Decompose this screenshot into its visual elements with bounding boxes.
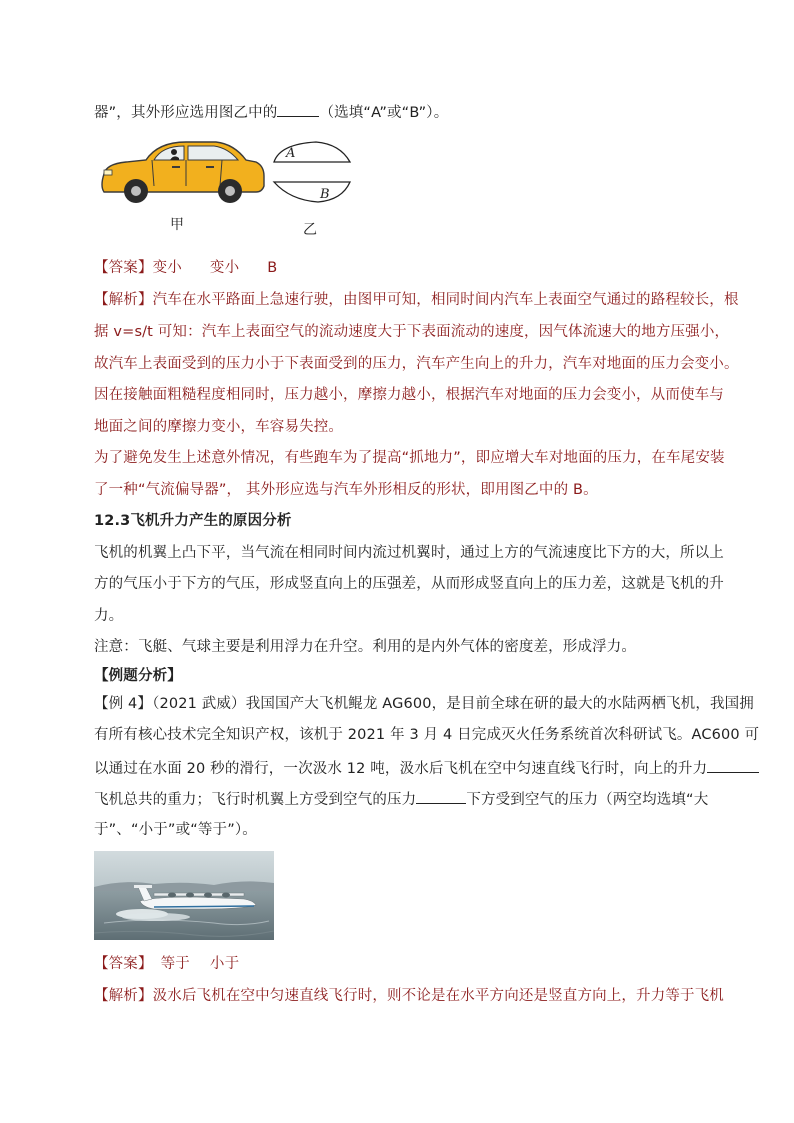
airfoil-a	[274, 142, 350, 162]
note-line: 注意：飞艇、气球主要是利用浮力在升空。利用的是内外气体的密度差，形成浮力。	[94, 639, 637, 655]
answer-line-1	[94, 258, 704, 278]
explanation-line: 故汽车上表面受到的压力小于下表面受到的压力，汽车产生向上的升力，汽车对地面的压力会变小。	[94, 356, 739, 372]
answer-value: B	[267, 260, 278, 276]
question-line: 有所有核心技术完全知识产权，该机于 2021 年 3 月 4 日完成灭火任务系统首次科研试飞。AC600 可	[94, 727, 760, 743]
car-illustration	[102, 142, 264, 203]
question-tail-line	[94, 101, 704, 123]
question-line: 【例 4】（2021 武威）我国国产大飞机鲲龙 AG600，是目前全球在研的最大的水陆两栖飞机，我国拥	[94, 696, 754, 712]
explanation-text: 汽车在水平路面上急速行驶，由图甲可知，相同时间内汽车上表面空气通过的路程较长，根	[152, 292, 739, 308]
caption-yi: 乙	[303, 222, 317, 238]
section-heading: 12.3飞机升力产生的原因分析	[94, 513, 292, 529]
question-line	[94, 757, 708, 779]
question-line	[94, 788, 709, 810]
answer-label: 【答案】	[94, 956, 153, 972]
answer-label: 【答案】	[94, 260, 153, 276]
question-line: 于”、“小于”或“等于”）。	[94, 822, 257, 838]
caption-jia: 甲	[170, 217, 184, 233]
paragraph-line: 力。	[94, 608, 124, 624]
paragraph-line: 飞机的机翼上凸下平，当气流在相同时间内流过机翼时，通过上方的气流速度比下方的大，所以上	[94, 545, 724, 561]
question-text: 飞机总共的重力；飞行时机翼上方受到空气的压力	[94, 792, 417, 808]
answer-value: 小于	[209, 956, 240, 972]
answer-value: 等于	[160, 956, 190, 972]
explanation-line: 了一种“气流偏导器”， 其外形应选与汽车外形相反的形状，即用图乙中的 B。	[94, 482, 598, 498]
answer-blank	[707, 757, 759, 773]
answer-value: 变小	[209, 260, 240, 276]
question-text: 器”，其外形应选用图乙中的	[94, 105, 278, 121]
explanation-line: 地面之间的摩擦力变小，车容易失控。	[94, 419, 344, 435]
explanation-line: 据 v=s/t 可知：汽车上表面空气的流动速度大于下表面流动的速度，因气体流速大的地方压强小，	[94, 324, 730, 340]
answer-blank	[277, 101, 319, 117]
explanation-label: 【解析】	[94, 292, 153, 308]
answer-value: 变小	[152, 260, 182, 276]
seaplane-photo	[94, 851, 274, 940]
answer-line-2	[94, 954, 704, 974]
question-text: （选填“A”或“B”）。	[319, 105, 449, 121]
airfoil-a-label: A	[286, 146, 296, 161]
explanation-label: 【解析】	[94, 988, 153, 1004]
airfoil-b	[274, 182, 350, 202]
paragraph-line: 方的气压小于下方的气压，形成竖直向上的压强差，从而形成竖直向上的压力差，这就是飞机的升	[94, 576, 724, 592]
airfoil-b-label: B	[320, 187, 330, 202]
explanation-text: 汲水后飞机在空中匀速直线飞行时，则不论是在水平方向还是竖直方向上，升力等于飞机	[152, 988, 724, 1004]
example-heading: 【例题分析】	[94, 668, 182, 684]
explanation-line: 为了避免发生上述意外情况，有些跑车为了提高“抓地力”，即应增大车对地面的压力，在车尾安装	[94, 450, 725, 466]
question-text: 下方受到空气的压力（两空均选填“大	[466, 792, 709, 808]
explanation-line: 因在接触面粗糙程度相同时，压力越小，摩擦力越小，根据汽车对地面的压力会变小，从而使车与	[94, 387, 724, 403]
answer-blank	[416, 788, 466, 804]
explanation-line	[94, 986, 724, 1006]
question-text: 以通过在水面 20 秒的滑行，一次汲水 12 吨，汲水后飞机在空中匀速直线飞行时，向上的升力	[94, 761, 708, 777]
explanation-line	[94, 290, 739, 310]
figure-car-and-airfoils	[96, 136, 358, 240]
